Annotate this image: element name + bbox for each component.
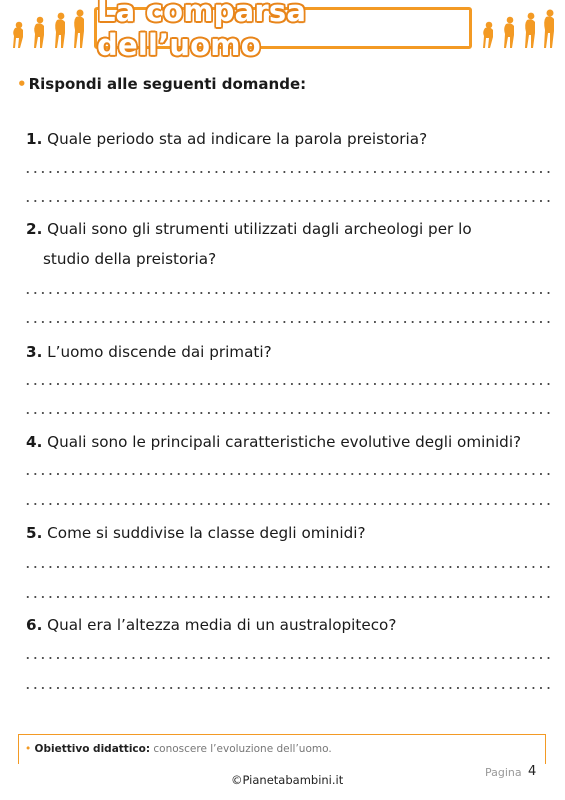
instruction [17,75,306,93]
question-number: 3. [26,343,43,361]
title-box [94,0,472,62]
question-number: 6. [26,616,43,634]
question-text: Quale periodo sta ad indicare la parola preistoria? [47,130,428,148]
page-header [0,0,565,62]
answer-line[interactable] [24,321,551,323]
answer-line[interactable] [24,383,551,385]
human-evolution-icon [480,8,558,50]
question-text: Come si suddivise la classe degli ominidi? [47,524,366,542]
objective-label: Obiettivo didattico: [34,743,151,755]
question-number: 5. [26,524,43,542]
answer-line[interactable] [24,503,551,505]
answer-line[interactable] [24,566,551,568]
brand-credit: ©Pianetabambini.it [231,773,344,787]
answer-line[interactable] [24,200,551,202]
bullet-icon: • [17,75,27,93]
question-2 [26,214,558,274]
answer-line[interactable] [24,412,551,414]
page-number: 4 [528,764,537,779]
question-text: Quali sono le principali caratteristiche evolutive degli ominidi? [47,433,522,451]
question-5 [26,518,558,548]
answer-line[interactable] [24,292,551,294]
objective [25,743,332,755]
answer-line[interactable] [24,687,551,689]
question-6 [26,610,558,640]
bullet-icon: • [25,743,32,755]
question-text: Quali sono gli strumenti utilizzati dagli archeologi per lo [47,220,472,238]
answer-line[interactable] [24,171,551,173]
page-title: La comparsa dell’uomo [97,0,307,62]
question-text: L’uomo discende dai primati? [47,343,272,361]
question-number: 1. [26,130,43,148]
objective-box [18,734,546,764]
instruction-text: Rispondi alle seguenti domande: [28,75,307,93]
answer-line[interactable] [24,657,551,659]
question-number: 4. [26,433,43,451]
human-evolution-icon [10,8,88,50]
answer-line[interactable] [24,473,551,475]
question-3 [26,337,558,367]
objective-value: conoscere l’evoluzione dell’uomo. [153,743,332,755]
answer-line[interactable] [24,596,551,598]
question-1 [26,124,558,154]
question-4 [26,427,558,457]
question-text-continued: studio della preistoria? [43,250,217,268]
question-text: Qual era l’altezza media di un australopiteco? [47,616,397,634]
question-number: 2. [26,220,43,238]
page-label: Pagina [485,766,522,779]
